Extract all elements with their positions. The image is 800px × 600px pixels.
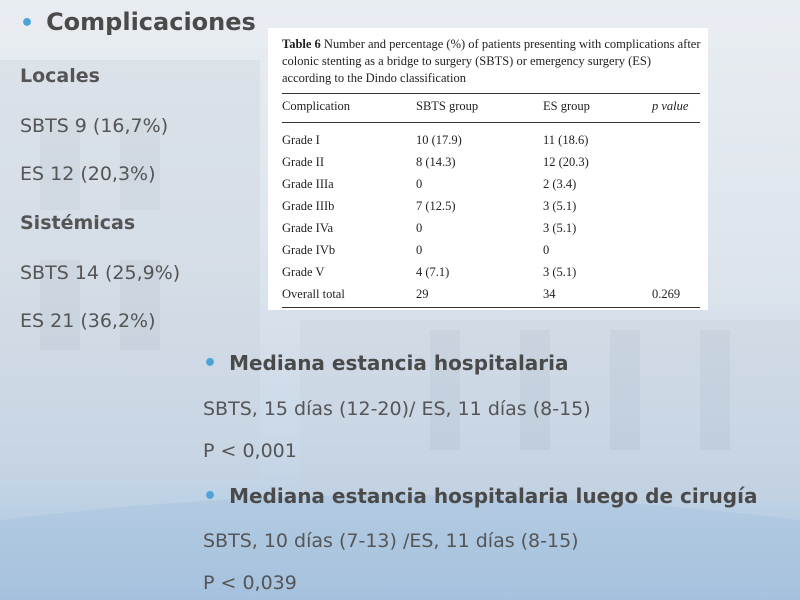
slide-title <box>20 8 256 36</box>
locales-sbts: SBTS 9 (16,7%) <box>20 115 169 137</box>
header-cell: p value <box>652 99 689 113</box>
post-surgery-heading-text: Mediana estancia hospitalaria luego de cirugía <box>229 484 758 508</box>
stay-heading <box>203 351 569 376</box>
stay-heading-text: Mediana estancia hospitalaria <box>229 351 569 375</box>
table-cell: 0 <box>416 221 423 235</box>
table-cell: 34 <box>543 287 556 301</box>
post-surgery-p-value: P < 0,039 <box>203 572 297 594</box>
table-cell: 3 (5.1) <box>543 221 577 235</box>
table-label: Table 6 <box>282 37 321 51</box>
table-rule-top <box>282 93 700 94</box>
table-cell: Overall total <box>282 287 345 301</box>
header-cell: ES group <box>543 99 590 113</box>
table-cell: 3 (5.1) <box>543 199 577 213</box>
table-rule-bottom <box>282 307 700 308</box>
table-cell: Grade II <box>282 155 324 169</box>
stay-values: SBTS, 15 días (12-20)/ ES, 11 días (8-15) <box>203 398 591 420</box>
sistemicas-es: ES 21 (36,2%) <box>20 310 156 332</box>
bullet-icon: • <box>203 484 218 509</box>
table-cell: 10 (17.9) <box>416 133 462 147</box>
table-cell: Grade IVa <box>282 221 334 235</box>
table-cell: 8 (14.3) <box>416 155 456 169</box>
table-cell: 0 <box>416 177 423 191</box>
locales-label: Locales <box>20 65 100 87</box>
bullet-icon: • <box>20 11 35 36</box>
header-cell: Complication <box>282 99 351 113</box>
table-rule-header <box>282 122 700 123</box>
table-cell: Grade IIIa <box>282 177 334 191</box>
table-cell: 0 <box>416 243 423 257</box>
bullet-icon: • <box>203 351 218 376</box>
table-cell: 2 (3.4) <box>543 177 577 191</box>
table-cell: 29 <box>416 287 429 301</box>
sistemicas-sbts: SBTS 14 (25,9%) <box>20 262 181 284</box>
table-cell: 0 <box>543 243 550 257</box>
complications-table <box>268 28 708 310</box>
table-caption-text: Number and percentage (%) of patients presenting with complications after colonic stenting as a bridge to surgery (SBTS) or emergency surgery (ES) according to the Dindo classification <box>282 37 701 85</box>
table-caption <box>282 36 702 87</box>
locales-es: ES 12 (20,3%) <box>20 163 156 185</box>
table-cell: Grade I <box>282 133 320 147</box>
stay-p-value: P < 0,001 <box>203 440 297 462</box>
table-cell: 0.269 <box>652 287 681 301</box>
sistemicas-label: Sistémicas <box>20 212 136 234</box>
header-cell: SBTS group <box>416 99 479 113</box>
post-surgery-values: SBTS, 10 días (7-13) /ES, 11 días (8-15) <box>203 530 579 552</box>
table-cell: 3 (5.1) <box>543 265 577 279</box>
table-cell: 7 (12.5) <box>416 199 456 213</box>
table-cell: 11 (18.6) <box>543 133 589 147</box>
table-cell: Grade IVb <box>282 243 336 257</box>
table-cell: 4 (7.1) <box>416 265 450 279</box>
table-cell: Grade IIIb <box>282 199 335 213</box>
table-cell: 12 (20.3) <box>543 155 589 169</box>
slide-title-text: Complicaciones <box>46 8 256 36</box>
table-cell: Grade V <box>282 265 325 279</box>
post-surgery-heading <box>203 484 757 509</box>
